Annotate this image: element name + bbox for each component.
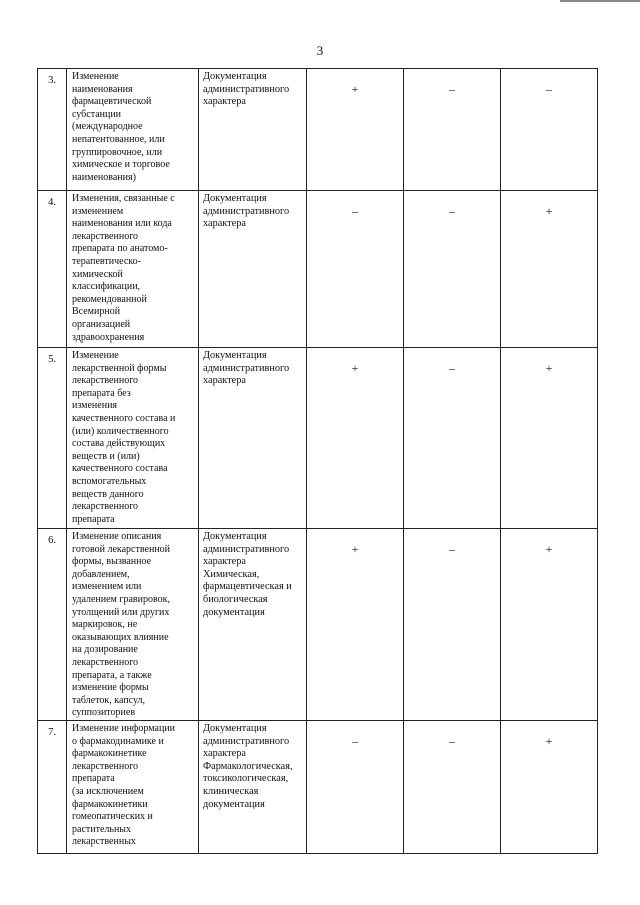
mark-cell: –	[404, 529, 501, 721]
scan-edge-line	[560, 0, 640, 2]
mark-cell: –	[307, 191, 404, 348]
row-number: 6.	[38, 529, 67, 721]
change-description: Изменение наименования фармацевтической субстанции (международное непатентованное, или группировочное, или химическое и торговое наименования)	[67, 69, 199, 191]
mark-cell: –	[404, 191, 501, 348]
mark-cell: +	[501, 191, 598, 348]
table-row	[38, 721, 598, 854]
mark-cell: –	[404, 721, 501, 854]
documentation-type: Документация административного характера	[199, 348, 307, 529]
mark-cell: +	[501, 348, 598, 529]
row-number: 5.	[38, 348, 67, 529]
change-description: Изменение описания готовой лекарственной формы, вызванное добавлением, изменением или удалением гравировок, утолщений или других маркировок, не оказывающих влияние на дозирование лекарственного препарата, а также изменение формы таблеток, капсул, суппозиториев	[67, 529, 199, 721]
mark-cell: –	[307, 721, 404, 854]
mark-cell: +	[501, 529, 598, 721]
table-row	[38, 529, 598, 721]
changes-table	[37, 68, 598, 854]
mark-cell: –	[404, 69, 501, 191]
mark-cell: +	[501, 721, 598, 854]
row-number: 4.	[38, 191, 67, 348]
mark-cell: +	[307, 348, 404, 529]
row-number: 3.	[38, 69, 67, 191]
table-row	[38, 191, 598, 348]
table-row	[38, 69, 598, 191]
documentation-type: Документация административного характера	[199, 191, 307, 348]
documentation-type: Документация административного характера Химическая, фармацевтическая и биологическая документация	[199, 529, 307, 721]
documentation-type: Документация административного характера Фармакологическая, токсикологическая, клиническая документация	[199, 721, 307, 854]
change-description: Изменение информации о фармакодинамике и фармакокинетике лекарственного препарата (за исключением фармакокинетики гомеопатических и растительных лекарственных	[67, 721, 199, 854]
mark-cell: +	[307, 529, 404, 721]
mark-cell: –	[404, 348, 501, 529]
change-description: Изменение лекарственной формы лекарственного препарата без изменения качественного состава и (или) количественного состава действующих веществ и (или) качественного состава вспомогательных веществ данного лекарственного препарата	[67, 348, 199, 529]
row-number: 7.	[38, 721, 67, 854]
documentation-type: Документация административного характера	[199, 69, 307, 191]
change-description: Изменения, связанные с изменением наименования или кода лекарственного препарата по анатомо- терапевтическо- химической классификации, рекомендованной Всемирной организацией здравоохранения	[67, 191, 199, 348]
mark-cell: –	[501, 69, 598, 191]
mark-cell: +	[307, 69, 404, 191]
page-number: 3	[316, 43, 324, 58]
table-row	[38, 348, 598, 529]
